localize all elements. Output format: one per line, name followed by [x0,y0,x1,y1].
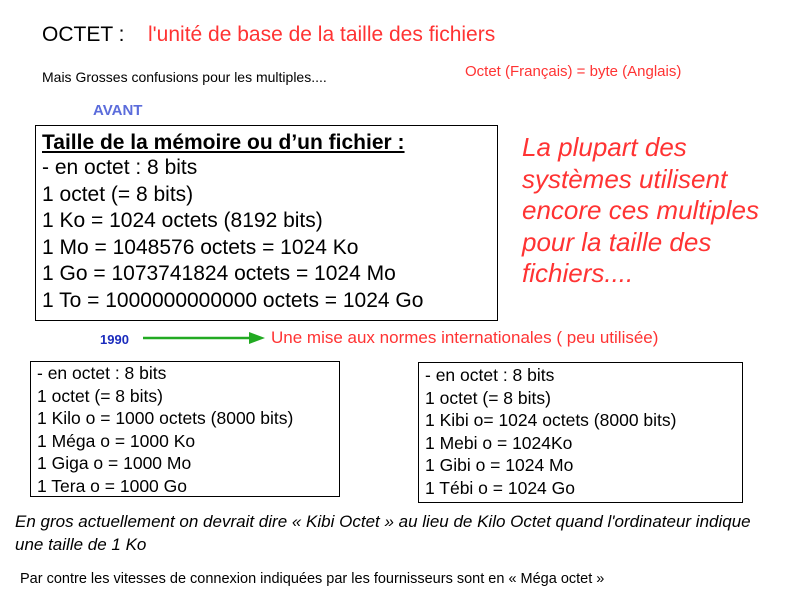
right-arrow-icon [143,330,265,346]
main-box-line: 1 Ko = 1024 octets (8192 bits) [42,209,323,232]
timeline-year: 1990 [100,332,129,347]
si-box-line: 1 Kilo o = 1000 octets (8000 bits) [37,408,294,429]
side-note: La plupart des systèmes utilisent encore ces multiples pour la taille des fichiers.... [522,132,759,288]
subtitle: Mais Grosses confusions pour les multiples.... [42,69,327,85]
iec-box-line: 1 Tébi o = 1024 Go [425,477,575,498]
main-box-line: 1 To = 1000000000000 octets = 1024 Go [42,288,424,312]
conclusion-text: En gros actuellement on devrait dire « Kibi Octet » au lieu de Kilo Octet quand l'ordinateur indique une taille de 1 Ko [15,512,751,554]
iec-box-line: 1 Mebi o = 1024Ko [425,432,573,453]
si-box-line: 1 Giga o = 1000 Mo [37,453,192,474]
iec-box-line: - en octet : 8 bits [425,365,555,385]
si-box-line: 1 Tera o = 1000 Go [37,475,187,496]
timeline-text: Une mise aux normes internationales ( peu utilisée) [271,328,659,347]
si-units-box [30,361,340,497]
iec-box-line: 1 Kibi o= 1024 octets (8000 bits) [425,410,677,431]
iec-box-line: 1 octet (= 8 bits) [425,387,551,408]
main-box-line: 1 Mo = 1048576 octets = 1024 Ko [42,235,359,259]
main-box-heading: Taille de la mémoire ou d’un fichier : [42,131,405,154]
main-box-line: - en octet : 8 bits [42,156,198,179]
main-box-line: 1 Go = 1073741824 octets = 1024 Mo [42,262,396,285]
si-box-line: - en octet : 8 bits [37,363,167,383]
si-box-line: 1 octet (= 8 bits) [37,385,163,406]
avant-label: AVANT [93,102,143,119]
main-definition-box [35,125,498,321]
title-prefix: OCTET : [42,23,125,46]
octet-byte-note: Octet (Français) = byte (Anglais) [465,63,682,80]
page-title: l'unité de base de la taille des fichiers [148,23,496,46]
footer-text: Par contre les vitesses de connexion indiquées par les fournisseurs sont en « Méga octet » [20,571,605,587]
iec-units-box [418,362,743,503]
iec-box-line: 1 Gibi o = 1024 Mo [425,455,574,476]
main-box-line: 1 octet (= 8 bits) [42,182,194,206]
si-box-line: 1 Méga o = 1000 Ko [37,430,196,451]
